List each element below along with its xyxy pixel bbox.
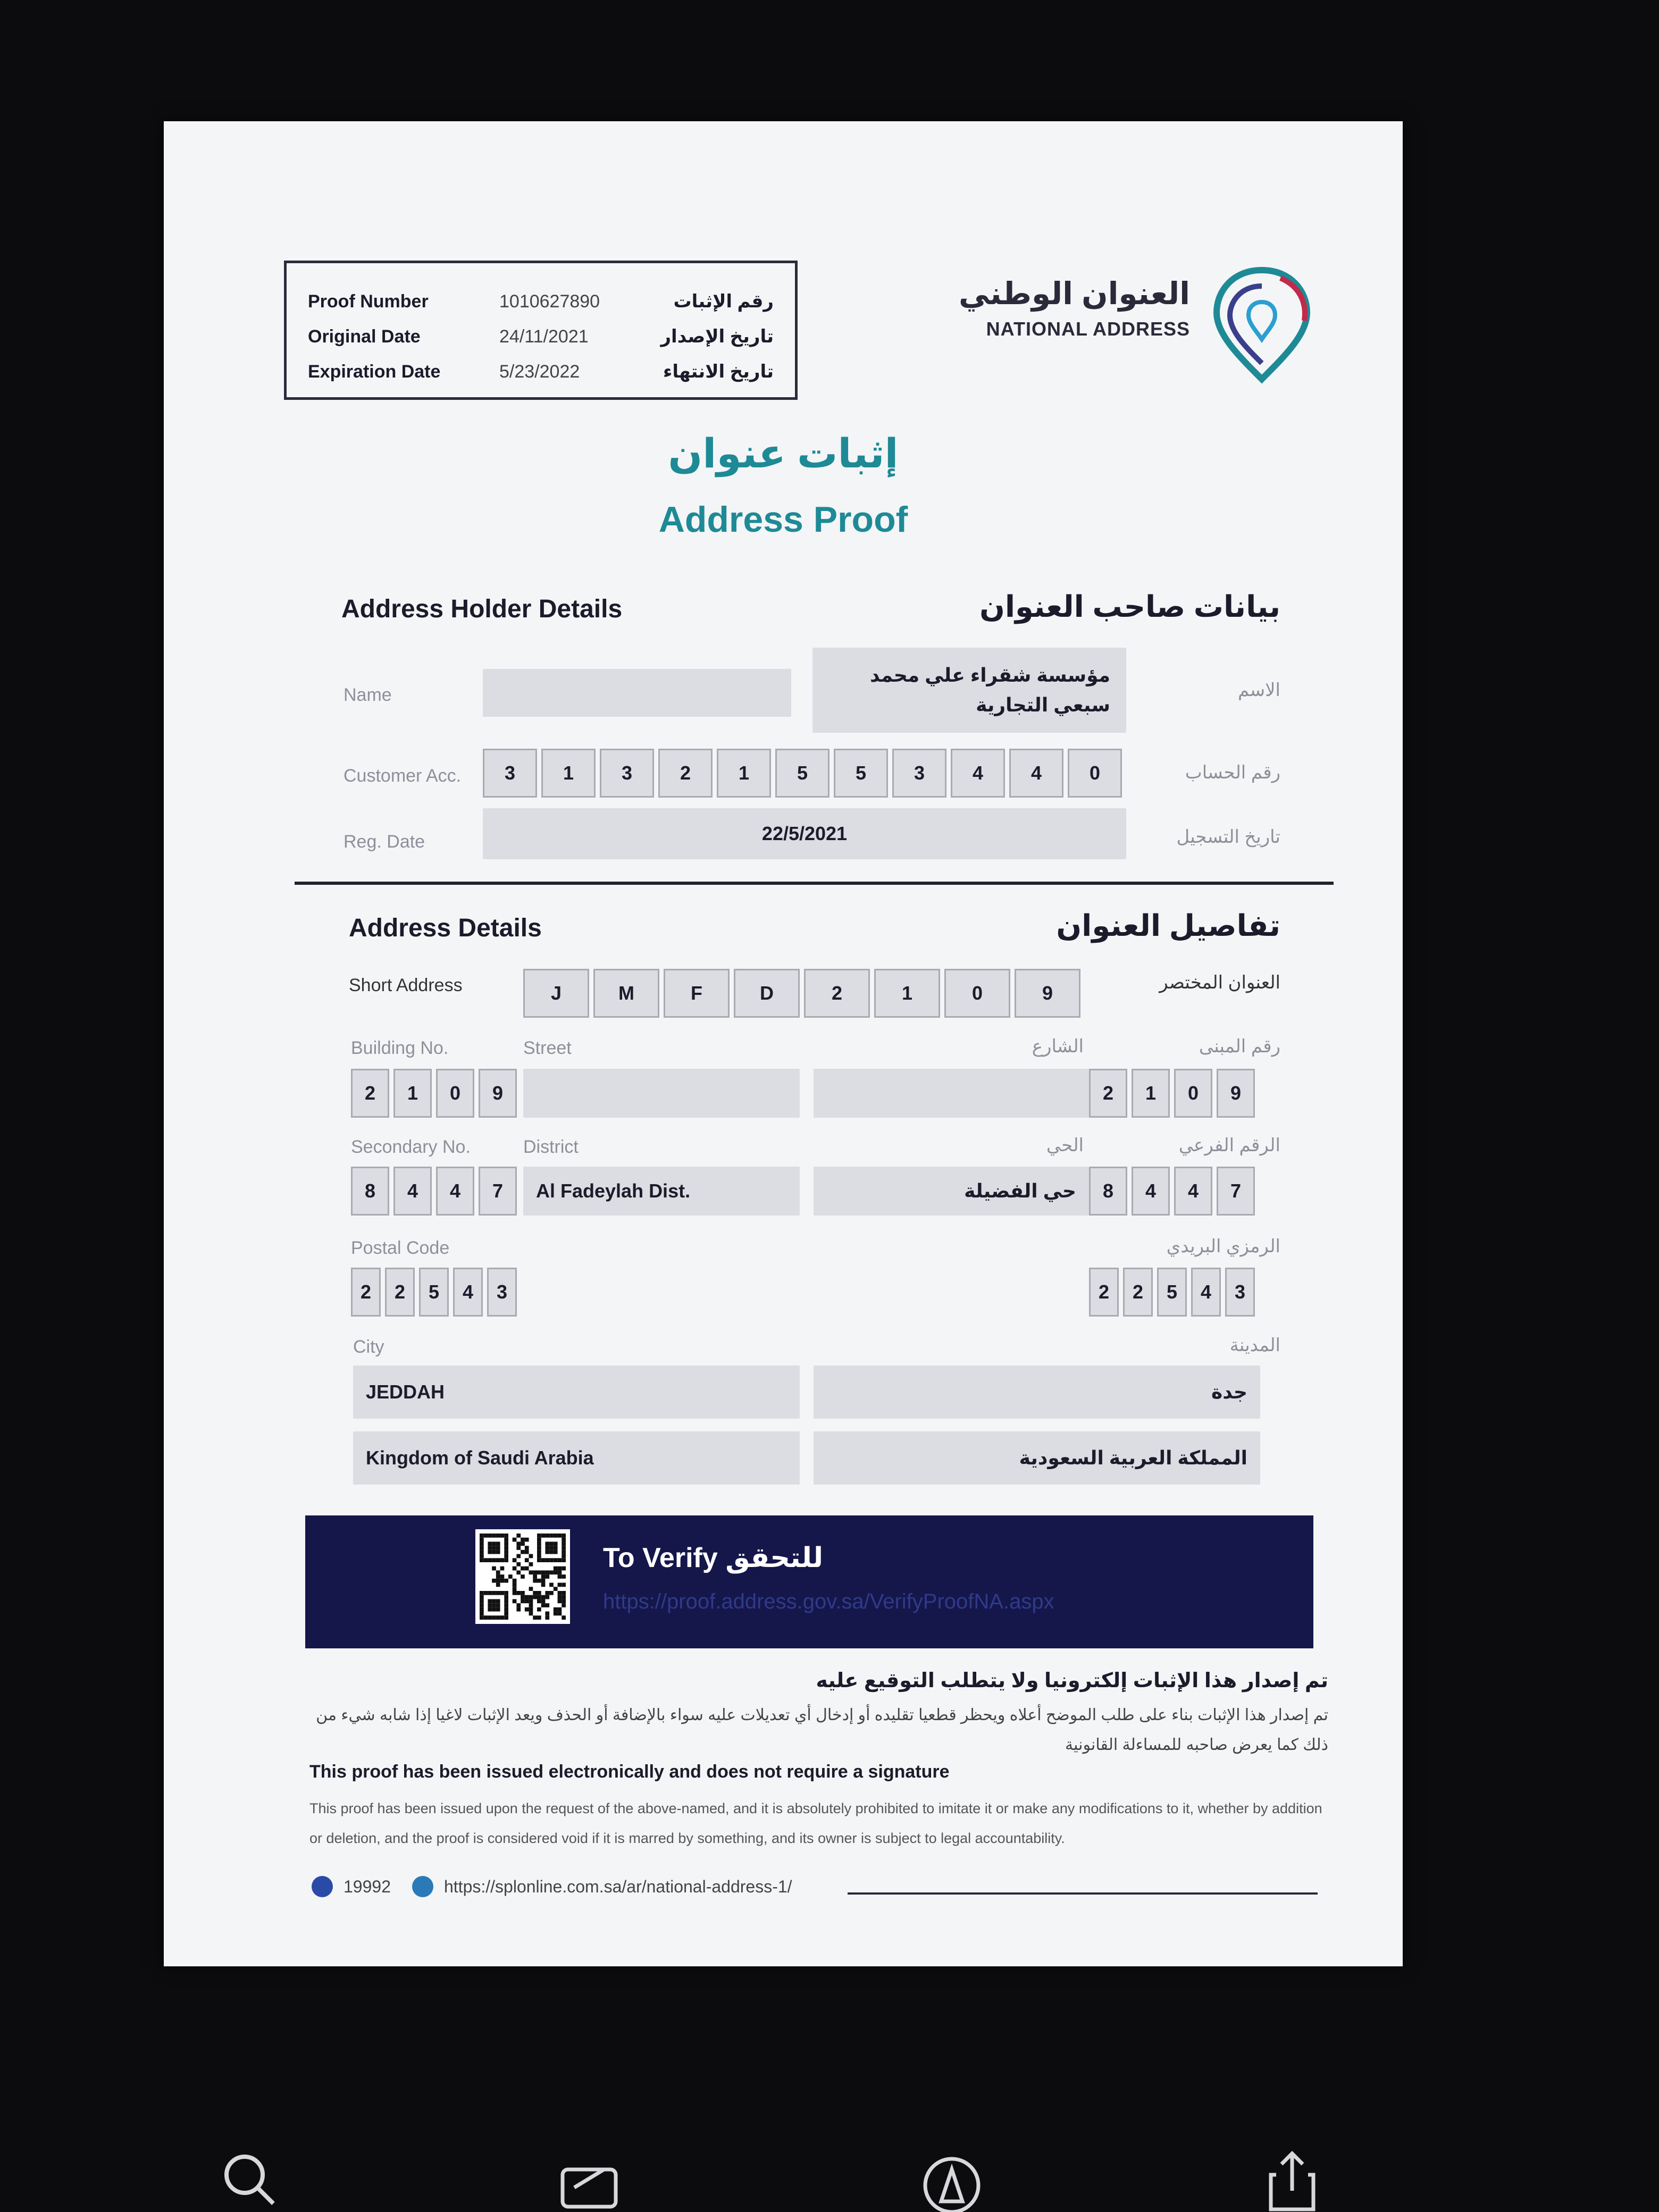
expiration-date-label-ar: تاريخ الانتهاء — [663, 362, 774, 382]
short-address-label: Short Address — [349, 975, 463, 995]
street-field-en — [523, 1069, 800, 1118]
postal-digit-box: 2 — [1089, 1268, 1119, 1317]
secondary-digit-box: 4 — [393, 1167, 432, 1216]
building-number-digits — [351, 1069, 517, 1118]
globe-icon — [412, 1876, 433, 1897]
page-title: Address Proof — [658, 499, 908, 540]
original-date-value: 24/11/2021 — [499, 326, 589, 347]
short-address-char-box: 0 — [944, 969, 1010, 1018]
verify-banner — [305, 1515, 1313, 1648]
street-field-ar — [814, 1069, 1089, 1118]
postal-digit-box: 5 — [419, 1268, 449, 1317]
verify-title: To Verify للتحقق — [603, 1543, 823, 1573]
account-digit-box: 5 — [775, 749, 830, 798]
building-digit-box: 9 — [1217, 1069, 1255, 1118]
postal-digit-box: 3 — [1225, 1268, 1255, 1317]
proof-info-box — [284, 261, 798, 400]
original-date-row — [308, 320, 774, 354]
postal-code-digits — [351, 1268, 517, 1317]
markup-icon[interactable] — [558, 2148, 622, 2212]
account-digit-box: 1 — [717, 749, 771, 798]
city-value: JEDDAH — [353, 1365, 800, 1419]
secondary-number-digits — [351, 1167, 517, 1216]
city-value-ar: جدة — [814, 1365, 1260, 1419]
account-digit-box: 0 — [1068, 749, 1122, 798]
page-title-arabic: إثبات عنوان — [668, 431, 899, 476]
postal-digit-box: 2 — [1123, 1268, 1153, 1317]
short-address-char-box: F — [664, 969, 730, 1018]
postal-code-digits-ar — [1089, 1268, 1255, 1317]
section-divider — [295, 882, 1334, 885]
district-value-ar: حي الفضيلة — [814, 1167, 1089, 1216]
building-digit-box: 0 — [1174, 1069, 1212, 1118]
proof-number-row — [308, 284, 774, 319]
qr-code-icon — [480, 1534, 566, 1620]
postal-digit-box: 4 — [1191, 1268, 1221, 1317]
secondary-digit-box: 7 — [1217, 1167, 1255, 1216]
building-digit-box: 1 — [393, 1069, 432, 1118]
reg-date-label: Reg. Date — [343, 832, 425, 852]
address-section-title: Address Details — [349, 914, 542, 942]
footer-title-ar: تم إصدار هذا الإثبات إلكترونيا ولا يتطلب التوقيع عليه — [816, 1670, 1328, 1692]
short-address-char-box: 1 — [874, 969, 940, 1018]
name-label-ar: الاسم — [1238, 680, 1280, 700]
footer-line — [848, 1892, 1318, 1895]
street-label: Street — [523, 1038, 572, 1058]
secondary-digit-box: 8 — [351, 1167, 389, 1216]
footer-link[interactable]: https://splonline.com.sa/ar/national-address-1/ — [443, 1876, 792, 1896]
account-digit-box: 4 — [1009, 749, 1063, 798]
account-digit-box: 3 — [892, 749, 946, 798]
account-digit-box: 2 — [658, 749, 713, 798]
city-label: City — [353, 1337, 384, 1357]
footer-title: This proof has been issued electronically and does not require a signature — [309, 1762, 950, 1782]
building-digit-box: 9 — [479, 1069, 517, 1118]
original-date-label: Original Date — [308, 326, 421, 347]
short-address-chars — [523, 969, 1080, 1018]
customer-account-digits — [483, 749, 1122, 798]
building-number-label: Building No. — [351, 1038, 449, 1058]
qr-code[interactable] — [475, 1529, 570, 1624]
expiration-date-label: Expiration Date — [308, 361, 441, 382]
building-digit-box: 2 — [1089, 1069, 1127, 1118]
name-label: Name — [343, 685, 392, 705]
secondary-digit-box: 8 — [1089, 1167, 1127, 1216]
expiration-date-value: 5/23/2022 — [499, 361, 580, 382]
city-label-ar: المدينة — [1229, 1335, 1280, 1355]
reg-date-value: 22/5/2021 — [483, 808, 1126, 859]
verify-link[interactable]: https://proof.address.gov.sa/VerifyProofNA.aspx — [603, 1590, 1054, 1613]
district-value: Al Fadeylah Dist. — [523, 1167, 800, 1216]
secondary-digit-box: 4 — [1132, 1167, 1170, 1216]
footer-contact — [312, 1876, 792, 1897]
holder-section-title: Address Holder Details — [341, 595, 623, 623]
short-address-char-box: J — [523, 969, 589, 1018]
phone-icon — [312, 1876, 333, 1897]
national-address-logo — [951, 254, 1323, 387]
postal-code-label-ar: الرمزي البريدي — [1166, 1236, 1280, 1256]
building-number-label-ar: رقم المبنى — [1199, 1036, 1280, 1057]
secondary-digit-box: 7 — [479, 1167, 517, 1216]
proof-number-label-ar: رقم الإثبات — [673, 291, 774, 312]
country-value-ar: المملكة العربية السعودية — [814, 1431, 1260, 1485]
short-address-char-box: D — [734, 969, 800, 1018]
account-digit-box: 3 — [600, 749, 654, 798]
footer-phone: 19992 — [343, 1876, 391, 1896]
account-digit-box: 5 — [834, 749, 888, 798]
short-address-char-box: M — [593, 969, 659, 1018]
account-digit-box: 4 — [951, 749, 1005, 798]
building-digit-box: 0 — [436, 1069, 474, 1118]
location-pin-logo-icon — [1201, 254, 1323, 387]
expiration-date-row — [308, 355, 774, 389]
holder-section-title-ar: بيانات صاحب العنوان — [979, 590, 1280, 623]
short-address-char-box: 2 — [804, 969, 870, 1018]
postal-digit-box: 2 — [385, 1268, 415, 1317]
short-address-label-ar: العنوان المختصر — [1159, 973, 1280, 993]
account-digit-box: 1 — [541, 749, 596, 798]
address-proof-document — [164, 121, 1403, 1966]
share-icon[interactable] — [1260, 2148, 1324, 2212]
customer-account-label: Customer Acc. — [343, 766, 462, 786]
reg-date-label-ar: تاريخ التسجيل — [1176, 827, 1280, 847]
building-digit-box: 1 — [1132, 1069, 1170, 1118]
proof-number-label: Proof Number — [308, 291, 429, 312]
proof-number-value: 1010627890 — [499, 291, 600, 312]
secondary-digit-box: 4 — [436, 1167, 474, 1216]
account-digit-box: 3 — [483, 749, 537, 798]
name-field-en — [483, 669, 791, 717]
country-value: Kingdom of Saudi Arabia — [353, 1431, 800, 1485]
footer-body: This proof has been issued upon the request of the above-named, and it is absolutely prohibited to imitate it or make any modifications to it, whether by addition or deletion, and the proof is considered void if it is marred by something, and its owner is subject to legal accountability. — [309, 1800, 1322, 1846]
postal-digit-box: 2 — [351, 1268, 381, 1317]
postal-digit-box: 3 — [487, 1268, 517, 1317]
name-field-ar: مؤسسة شقراء علي محمد سبعي التجارية — [812, 648, 1126, 733]
pen-icon[interactable] — [920, 2148, 984, 2212]
postal-digit-box: 4 — [453, 1268, 483, 1317]
building-number-digits-ar — [1089, 1069, 1255, 1118]
original-date-label-ar: تاريخ الإصدار — [660, 326, 774, 347]
logo-english-text: NATIONAL ADDRESS — [986, 318, 1190, 340]
postal-digit-box: 5 — [1157, 1268, 1187, 1317]
secondary-number-digits-ar — [1089, 1167, 1255, 1216]
secondary-number-label: Secondary No. — [351, 1137, 471, 1157]
footer-body-ar: تم إصدار هذا الإثبات بناء على طلب الموضح أعلاه ويحظر قطعيا تقليده أو إدخال أي تعديلات عليه سواء بالإضافة أو الحذف ويعد الإثبات لاغيا إذا شابه شيء من ذلك كما يعرض صاحبه للمساءلة القانونية — [316, 1706, 1328, 1754]
district-label: District — [523, 1137, 579, 1157]
building-digit-box: 2 — [351, 1069, 389, 1118]
logo-arabic-text: العنوان الوطني — [959, 276, 1190, 311]
address-section-title-ar: تفاصيل العنوان — [1056, 909, 1280, 942]
secondary-digit-box: 4 — [1174, 1167, 1212, 1216]
secondary-number-label-ar: الرقم الفرعي — [1178, 1135, 1280, 1155]
customer-account-label-ar: رقم الحساب — [1185, 763, 1280, 783]
short-address-char-box: 9 — [1015, 969, 1080, 1018]
street-label-ar: الشارع — [1032, 1036, 1084, 1057]
search-icon[interactable] — [218, 2148, 282, 2212]
district-label-ar: الحي — [1046, 1135, 1084, 1155]
postal-code-label: Postal Code — [351, 1238, 450, 1258]
